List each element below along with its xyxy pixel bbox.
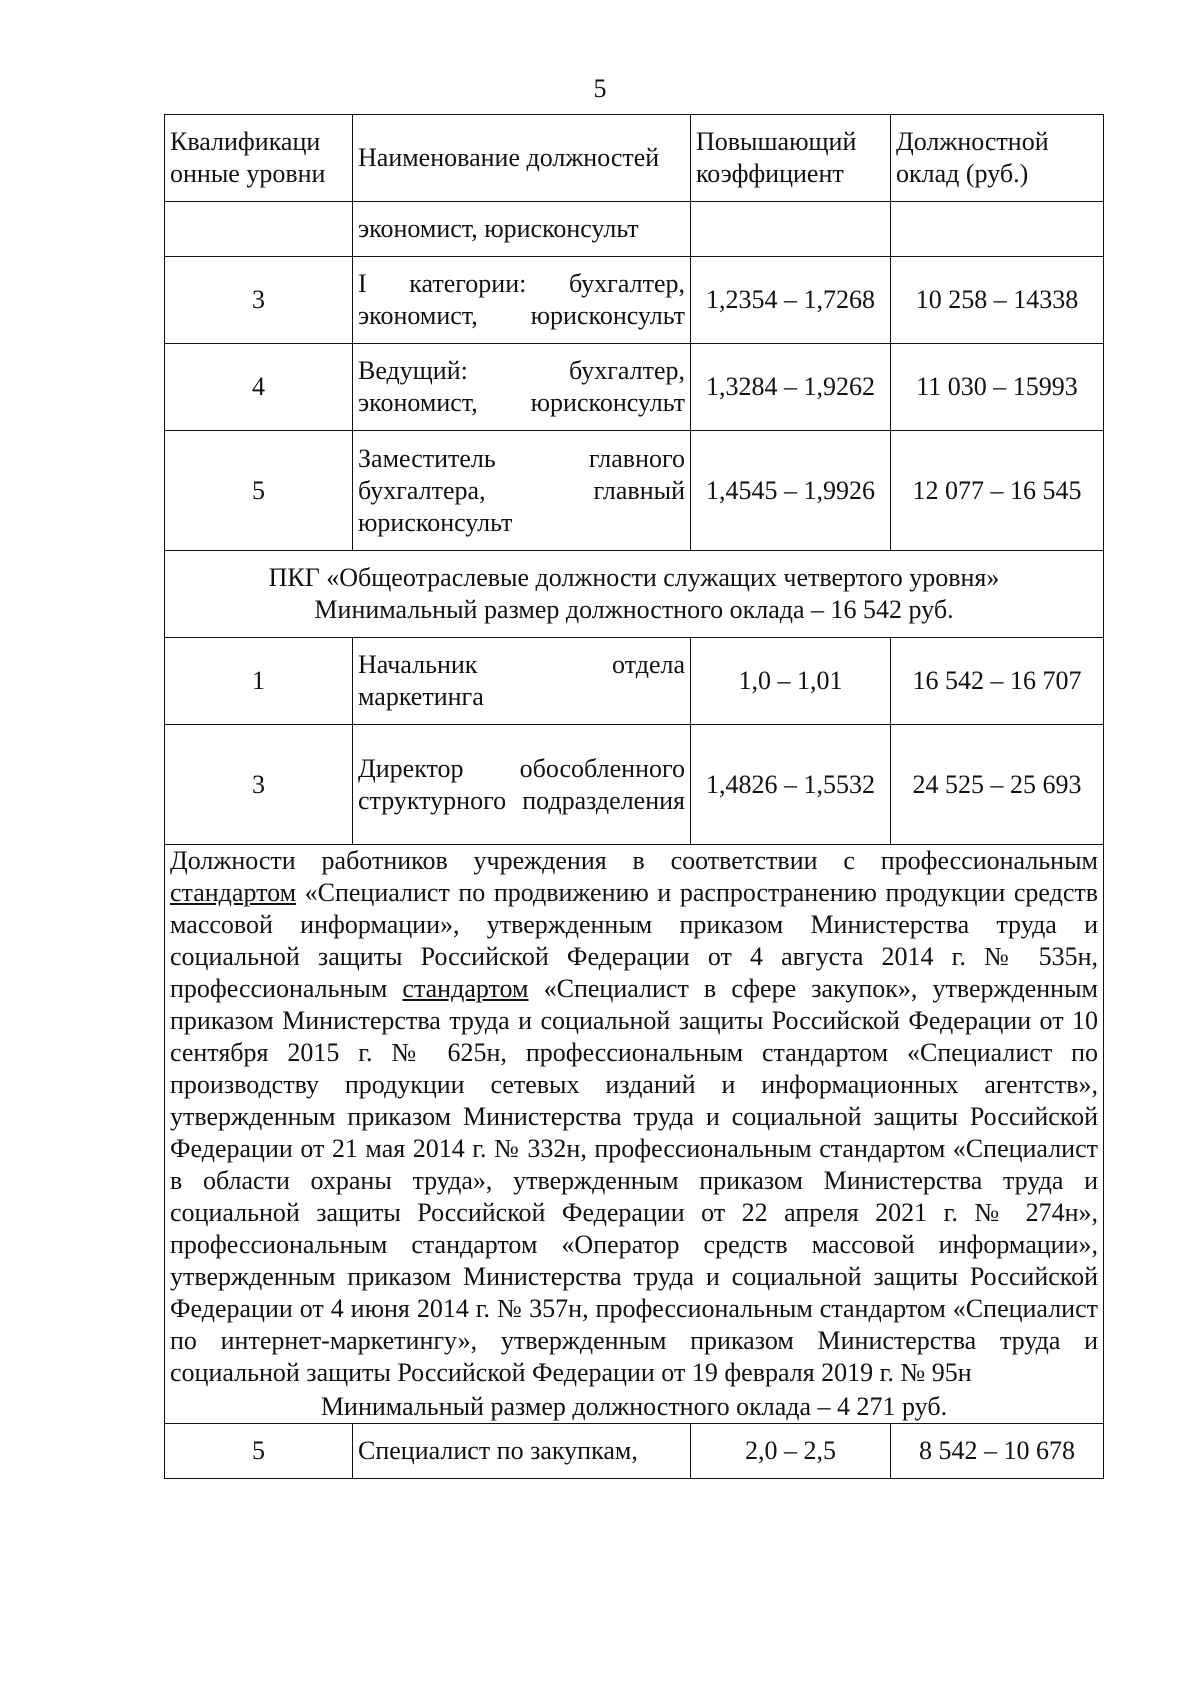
row-position: I категории: бухгалтер, экономист, юрисконсульт (353, 257, 691, 344)
row-coefficient: 2,0 – 2,5 (691, 1424, 891, 1479)
row-coefficient (691, 202, 891, 257)
standards-paragraph (170, 845, 1098, 1389)
table-row (165, 725, 1104, 845)
row-coefficient: 1,3284 – 1,9262 (691, 344, 891, 431)
standards-min-salary: Минимальный размер должностного оклада – 4 271 руб. (320, 1392, 948, 1421)
group-header-row (165, 551, 1104, 638)
header-official-salary: Должностной оклад (руб.) (891, 115, 1104, 202)
row-salary: 8 542 – 10 678 (891, 1424, 1104, 1479)
standard-link-1[interactable]: стандартом (170, 878, 297, 907)
standards-block (165, 845, 1104, 1424)
row-salary: 10 258 – 14338 (891, 257, 1104, 344)
row-level: 3 (165, 725, 353, 845)
standards-text-2: «Специалист по продвижению и распространению продукции средств массовой информации», утвержденным приказом Министерства труда и социальной защиты Российской Федерации от 4 августа 2014 г. № 535н, профессиональным (170, 878, 1099, 1003)
table-row (165, 1424, 1104, 1479)
row-position: Начальник отдела маркетинга (353, 638, 691, 725)
row-level: 5 (165, 1424, 353, 1479)
row-position: экономист, юрисконсульт (353, 202, 691, 257)
page-number: 5 (593, 74, 607, 103)
table-header-row (165, 115, 1104, 202)
row-coefficient: 1,2354 – 1,7268 (691, 257, 891, 344)
header-position-names: Наименование должностей (353, 115, 691, 202)
table-row (165, 638, 1104, 725)
row-salary: 24 525 – 25 693 (891, 725, 1104, 845)
table-row (165, 257, 1104, 344)
row-coefficient: 1,4545 – 1,9926 (691, 431, 891, 551)
row-level (165, 202, 353, 257)
header-qualification-levels: Квалификаци онные уровни (165, 115, 353, 202)
row-position: Заместитель главного бухгалтера, главный юрисконсульт (353, 431, 691, 551)
standard-link-2[interactable]: стандартом (402, 974, 529, 1003)
row-position: Директор обособленного структурного подразделения (353, 725, 691, 845)
standards-row (165, 845, 1104, 1424)
header-increase-coefficient: Повышающий коэффициент (691, 115, 891, 202)
row-level: 3 (165, 257, 353, 344)
salary-table (164, 114, 1104, 1479)
group-header (165, 551, 1104, 638)
row-position: Ведущий: бухгалтер, экономист, юрисконсульт (353, 344, 691, 431)
row-salary: 12 077 – 16 545 (891, 431, 1104, 551)
row-level: 5 (165, 431, 353, 551)
row-coefficient: 1,0 – 1,01 (691, 638, 891, 725)
group-min-salary: Минимальный размер должностного оклада – 16 542 руб. (314, 595, 954, 624)
group-title: ПКГ «Общеотраслевые должности служащих четвертого уровня» (268, 563, 1000, 592)
table-row (165, 202, 1104, 257)
standards-text-1: Должности работников учреждения в соответствии с профессиональным (170, 846, 1098, 875)
row-level: 4 (165, 344, 353, 431)
table-row (165, 431, 1104, 551)
standards-text-3: «Специалист в сфере закупок», утвержденным приказом Министерства труда и социальной защиты Российской Федерации от 10 сентября 2015 г. № 625н, профессиональным стандартом «Специалист по производству продукции сетевых изданий и информационных агентств», утвержденным приказом Министерства труда и социальной защиты Российской Федерации от 21 мая 2014 г. № 332н, профессиональным стандартом «Специалист в области охраны труда», утвержденным приказом Министерства труда и социальной защиты Российской Федерации от 22 апреля 2021 г. № 274н», профессиональным стандартом «Оператор средств массовой информации», утвержденным приказом Министерства труда и социальной защиты Российской Федерации от 4 июня 2014 г. № 357н, профессиональным стандартом «Специалист по интернет-маркетингу», утвержденным приказом Министерства труда и социальной защиты Российской Федерации от 19 февраля 2019 г. № 95н (170, 974, 1098, 1387)
row-level: 1 (165, 638, 353, 725)
row-salary: 16 542 – 16 707 (891, 638, 1104, 725)
row-salary (891, 202, 1104, 257)
row-position: Специалист по закупкам, (353, 1424, 691, 1479)
row-salary: 11 030 – 15993 (891, 344, 1104, 431)
row-coefficient: 1,4826 – 1,5532 (691, 725, 891, 845)
table-row (165, 344, 1104, 431)
